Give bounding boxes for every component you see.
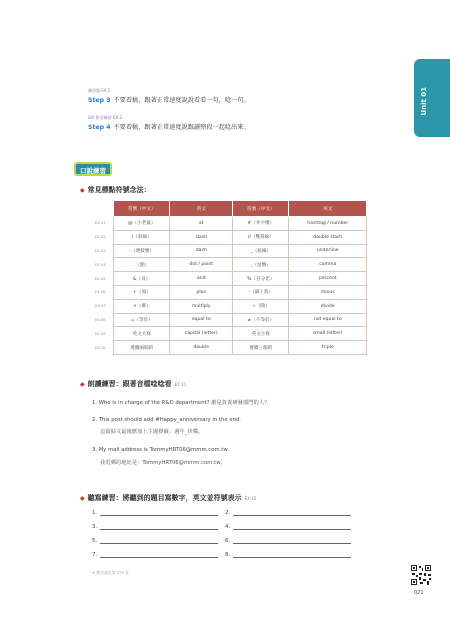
answer-blank-8[interactable] bbox=[225, 552, 351, 558]
table-row bbox=[95, 285, 367, 299]
row-ref: EX.09 bbox=[95, 331, 106, 336]
answer-blank-3[interactable] bbox=[92, 524, 218, 530]
question-2: 2. This post should add #Happy_anniversary in the end. bbox=[92, 417, 241, 423]
question-3-translation: 我電郵的地址是：TommyHRT06@mmm.com.tw。 bbox=[100, 460, 226, 466]
answer-number: 3. bbox=[92, 524, 98, 530]
english-cell: multiply bbox=[170, 299, 233, 313]
answer-number: 7. bbox=[92, 552, 98, 558]
row-ref: EX.03 bbox=[95, 248, 106, 253]
answer-blank-6[interactable] bbox=[225, 538, 351, 544]
english-cell: double bbox=[170, 341, 233, 355]
answer-line[interactable] bbox=[233, 524, 351, 530]
english-cell: dash bbox=[170, 244, 233, 258]
row-ref: EX.05 bbox=[95, 276, 106, 281]
english-cell: slash bbox=[170, 230, 233, 244]
answer-blank-4[interactable] bbox=[225, 524, 351, 530]
step-3-label: Step 3 bbox=[88, 97, 111, 104]
table-row bbox=[95, 313, 367, 327]
answer-footnote: ※ 解答請見第 275 頁 bbox=[92, 570, 129, 575]
symbol-cell: ≠（不等於） bbox=[233, 313, 289, 327]
row-ref: EX.10 bbox=[95, 345, 106, 350]
row-ref: EX.06 bbox=[95, 290, 106, 295]
answer-blank-2[interactable] bbox=[225, 510, 351, 516]
heading-dictation-ref: EX.12 bbox=[244, 496, 257, 501]
symbol-cell: 連續三個的 bbox=[233, 341, 289, 355]
symbol-cell: =（等於） bbox=[114, 313, 170, 327]
row-ref: EX.01 bbox=[95, 221, 106, 226]
heading-reading bbox=[80, 379, 186, 389]
symbol-cell: ,（逗號） bbox=[233, 258, 289, 272]
unit-tab-label: Unit 01 bbox=[420, 87, 428, 116]
english-cell: dot / point bbox=[170, 258, 233, 272]
question-1: 1. Who is in charge of the R&D department? 誰是負責研發部門的人？ bbox=[92, 400, 270, 406]
english-cell: and bbox=[170, 272, 233, 286]
page-number: 021 bbox=[414, 590, 424, 596]
answer-blank-1[interactable] bbox=[92, 510, 218, 516]
qr-code-icon[interactable] bbox=[410, 564, 432, 586]
table-row bbox=[95, 258, 367, 272]
question-2-translation: 這篇貼文最後應加上主題標籤：週年_快樂。 bbox=[100, 429, 204, 435]
table-row bbox=[95, 327, 367, 341]
audio-ref-1: 練習題 EX.1 bbox=[88, 88, 111, 93]
table-header: 英文 bbox=[289, 201, 367, 217]
english-cell: small (letter) bbox=[289, 327, 367, 341]
step-4 bbox=[88, 122, 250, 131]
answer-line[interactable] bbox=[233, 510, 351, 516]
table-row bbox=[95, 272, 367, 286]
table-row bbox=[95, 230, 367, 244]
symbol-cell: -（減 / 負） bbox=[233, 285, 289, 299]
answer-line[interactable] bbox=[100, 538, 218, 544]
symbol-table bbox=[95, 200, 367, 355]
answer-line[interactable] bbox=[100, 510, 218, 516]
question-3: 3. My mail address is TommyHRT06@mmm.com.tw. bbox=[92, 447, 229, 453]
symbol-cell: +（加） bbox=[114, 285, 170, 299]
english-cell: hashtag / number bbox=[289, 217, 367, 231]
english-cell: underline bbox=[289, 244, 367, 258]
table-header: 英文 bbox=[170, 201, 233, 217]
diamond-bullet-icon: ◆ bbox=[80, 381, 85, 388]
row-ref: EX.02 bbox=[95, 235, 106, 240]
heading-punctuation bbox=[80, 185, 151, 195]
symbol-cell: -（連接號） bbox=[114, 244, 170, 258]
english-cell: not equal to bbox=[289, 313, 367, 327]
step-4-text: 不要看稿，跟著正常速度說跟讀整段一起唸出來。 bbox=[113, 124, 250, 131]
step-3 bbox=[88, 95, 250, 104]
table-header: 符號（中文） bbox=[233, 201, 289, 217]
table-header-spacer bbox=[95, 201, 114, 217]
english-cell: minus bbox=[289, 285, 367, 299]
heading-reading-text: 朗讀練習：跟著音檔唸唸看 bbox=[87, 380, 172, 388]
answer-number: 1. bbox=[92, 510, 98, 516]
symbol-cell: &（及） bbox=[114, 272, 170, 286]
symbol-cell: //（雙斜線） bbox=[233, 230, 289, 244]
english-cell: equal to bbox=[170, 313, 233, 327]
english-cell: at bbox=[170, 217, 233, 231]
table-header: 符號（中文） bbox=[114, 201, 170, 217]
row-ref: EX.04 bbox=[95, 262, 106, 267]
symbol-cell: 英文小寫 bbox=[233, 327, 289, 341]
diamond-bullet-icon: ◆ bbox=[80, 495, 85, 502]
audio-ref-2: Gill 影音練習 EX.2 bbox=[88, 115, 123, 120]
answer-number: 5. bbox=[92, 538, 98, 544]
english-cell: capital (letter) bbox=[170, 327, 233, 341]
english-cell: double slash bbox=[289, 230, 367, 244]
symbol-cell: %（百分比） bbox=[233, 272, 289, 286]
symbol-cell: .（點） bbox=[114, 258, 170, 272]
english-cell: comma bbox=[289, 258, 367, 272]
symbol-cell: @（小老鼠） bbox=[114, 217, 170, 231]
answer-number: 6. bbox=[225, 538, 231, 544]
symbol-cell: 連續兩個的 bbox=[114, 341, 170, 355]
table-row bbox=[95, 299, 367, 313]
diamond-bullet-icon: ◆ bbox=[80, 187, 85, 194]
answer-blank-5[interactable] bbox=[92, 538, 218, 544]
answer-line[interactable] bbox=[233, 538, 351, 544]
symbol-cell: #（井字號） bbox=[233, 217, 289, 231]
english-cell: divide bbox=[289, 299, 367, 313]
heading-punctuation-text: 常見標點符號念法： bbox=[87, 186, 151, 194]
step-4-label: Step 4 bbox=[88, 124, 111, 131]
english-cell: triple bbox=[289, 341, 367, 355]
symbol-cell: _（底線） bbox=[233, 244, 289, 258]
section-badge: 口說練習 bbox=[74, 162, 112, 176]
answer-number: 4. bbox=[225, 524, 231, 530]
row-ref: EX.08 bbox=[95, 317, 106, 322]
answer-line[interactable] bbox=[100, 524, 218, 530]
unit-tab[interactable] bbox=[414, 59, 450, 137]
step-3-text: 不要看稿，跟著正常速度說說看看一句，唸一句。 bbox=[113, 97, 250, 104]
table-row bbox=[95, 217, 367, 231]
english-cell: percent bbox=[289, 272, 367, 286]
english-cell: plus bbox=[170, 285, 233, 299]
answer-number: 8. bbox=[225, 552, 231, 558]
answer-blank-7[interactable] bbox=[92, 552, 218, 558]
heading-reading-ref: EX.11 bbox=[174, 382, 187, 387]
symbol-cell: ÷（除） bbox=[233, 299, 289, 313]
symbol-cell: /（斜線） bbox=[114, 230, 170, 244]
symbol-cell: 英文大寫 bbox=[114, 327, 170, 341]
answer-line[interactable] bbox=[233, 552, 351, 558]
symbol-cell: ×（乘） bbox=[114, 299, 170, 313]
table-header-row bbox=[95, 201, 367, 217]
answer-line[interactable] bbox=[100, 552, 218, 558]
table-row bbox=[95, 244, 367, 258]
heading-dictation bbox=[80, 493, 256, 503]
row-ref: EX.07 bbox=[95, 304, 106, 309]
answer-number: 2. bbox=[225, 510, 231, 516]
table-row bbox=[95, 341, 367, 355]
table-body bbox=[95, 217, 367, 355]
heading-dictation-text: 聽寫練習：將聽到的題目寫數字，英文並符號表示 bbox=[87, 494, 242, 502]
